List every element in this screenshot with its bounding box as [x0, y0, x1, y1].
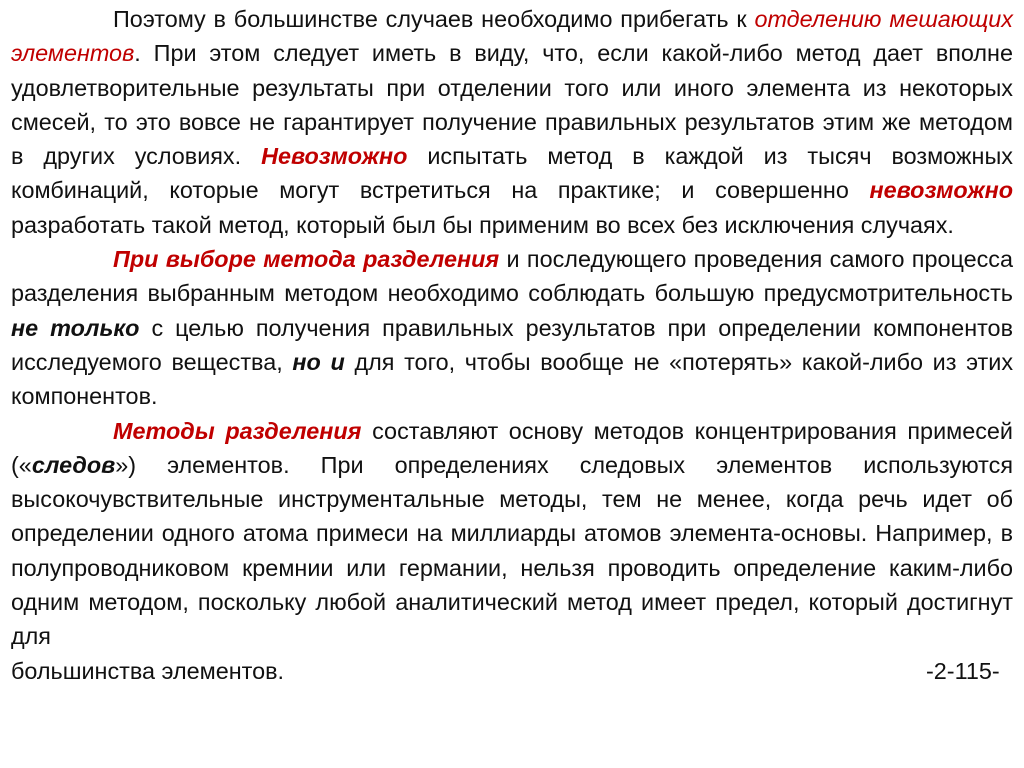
- p2-run-5: для того, чтобы вообще не «потерять» какой-либо из этих компонентов.: [11, 348, 1014, 410]
- p2-run-4-emphasis: но и: [292, 348, 345, 375]
- p1-run-6: разработать такой метод, который был бы применим во всех без исключения случаях.: [11, 211, 954, 238]
- p3-run-0-highlight: Методы разделения: [113, 417, 362, 444]
- paragraph-2: [11, 242, 1013, 413]
- p1-run-5-highlight: невозможно: [869, 177, 1013, 204]
- p2-run-2-emphasis: не только: [11, 314, 140, 341]
- p2-run-0-highlight: При выборе метода разделения: [113, 246, 500, 273]
- paragraph-1: [11, 2, 1013, 242]
- p1-run-3-highlight: Невозможно: [261, 143, 408, 170]
- p1-run-0: Поэтому в большинстве случаев необходимо прибегать к: [113, 6, 755, 32]
- p1-run-2: . При этом следует иметь в виду, что, если какой-либо метод дает вполне удовлетворительные результаты при отделении того или иного элемента из некоторых смесей, то это вовсе не гарантирует получение правильных результатов этим же методом в других условиях.: [11, 40, 1013, 170]
- final-line-text: большинства элементов.: [11, 657, 285, 684]
- final-line: [11, 654, 1013, 688]
- p2-run-1: и последующего проведения самого процесса разделения выбранным методом необходимо соблюдать большую предусмотрительность: [11, 246, 1014, 307]
- p3-run-2-emphasis: следов: [31, 451, 116, 478]
- page-number: -2-115-: [926, 657, 1000, 684]
- p3-run-3: ») элементов. При определениях следовых элементов используются высокочувствительные инструментальные методы, тем не менее, когда речь идет об определении одного атома примеси на миллиарды атомов элемента-основы. Например, в полупроводниковом кремнии или германии, нельзя проводить определение каким-либо одним методом, поскольку любой аналитический метод имеет предел, который достигнут для: [11, 451, 1013, 650]
- p1-run-4: испытать метод в каждой из тысяч возможных комбинаций, которые могут встретиться на практике; и совершенно: [11, 143, 1013, 204]
- p3-run-1: составляют основу методов концентрирования примесей («: [11, 417, 1013, 478]
- paragraph-3: [11, 414, 1013, 654]
- p1-run-1-highlight: отделению мешающих элементов: [11, 6, 1014, 67]
- p2-run-3: с целью получения правильных результатов при определении компонентов исследуемого вещества,: [11, 314, 1013, 375]
